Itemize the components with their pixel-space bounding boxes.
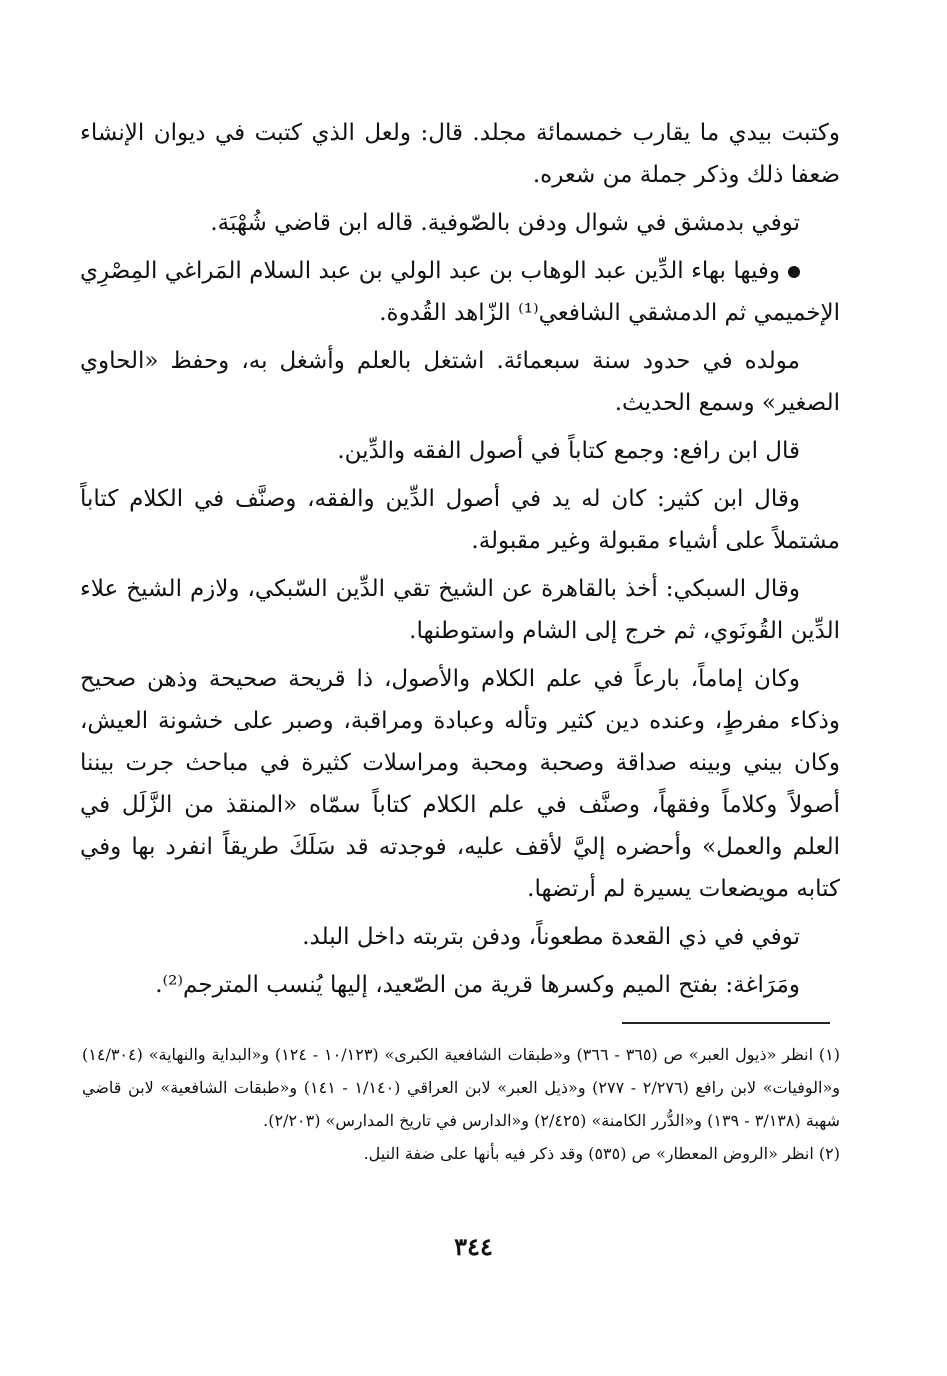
footnote-2: (٢) انظر «الروض المعطار» ص (٥٣٥) وقد ذكر فيه بأنها على ضفة النيل. xyxy=(363,1144,840,1163)
paragraph-4: مولده في حدود سنة سبعمائة. اشتغل بالعلم وأشغل به، وحفظ «الحاوي الصغير» وسمع الحديث. xyxy=(80,348,840,416)
footnotes xyxy=(82,1038,840,1170)
paragraph-6: وقال ابن كثير: كان له يد في أصول الدِّين والفقه، وصنَّف في الكلام كتاباً مشتملاً على أشياء مقبولة وغير مقبولة. xyxy=(80,486,840,554)
paragraph-1: وكتبت بيدي ما يقارب خمسمائة مجلد. قال: ولعل الذي كتبت في ديوان الإنشاء ضعفا ذلك وذكر جملة من شعره. xyxy=(80,120,840,188)
main-text xyxy=(80,112,840,1012)
paragraph-7: وقال السبكي: أخذ بالقاهرة عن الشيخ تقي الدِّين السّبكي، ولازم الشيخ علاء الدِّين القُونَوي، ثم خرج إلى الشام واستوطنها. xyxy=(80,576,840,644)
paragraph-8: وكان إماماً، بارعاً في علم الكلام والأصول، ذا قريحة صحيحة وذهن صحيح وذكاء مفرطٍ، وعنده دين كثير وتأله وعبادة ومراقبة، وصبر على خشونة العيش، وكان بيني وبينه صداقة وصحبة ومحبة ومراسلات كثيرة في مباحث جرت بيننا أصولاً وكلاماً وفقهاً، وصنَّف في علم الكلام كتاباً سمّاه «المنقذ من الزَّلَل في العلم والعمل» وأحضره إليَّ لأقف عليه، فوجدته قد سَلَكَ طريقاً انفرد بها وفي كتابه مويضعات يسيرة لم أرتضها. xyxy=(80,666,840,902)
footnote-1: (١) انظر «ذيول العبر» ص (٣٦٥ - ٣٦٦) و«طبقات الشافعية الكبرى» (١٠/١٢٣ - ١٢٤) و«البداية والنهاية» (١٤/٣٠٤) و«الوفيات» لابن رافع (٢/٢٧٦ - ٢٧٧) و«ذيل العبر» لابن العراقي (١/١٤٠ - ١٤١) و«طبقات الشافعية» لابن قاضي شهبة (٣/١٣٨ - ١٣٩) و«الدُّرر الكامنة» (٢/٤٢٥) و«الدارس في تاريخ المدارس» (٢/٢٠٣). xyxy=(82,1045,841,1130)
page-number: ٣٤٤ xyxy=(454,1232,493,1261)
paragraph-3-text: وفيها بهاء الدِّين عبد الوهاب بن عبد الولي بن عبد السلام المَراغي المِصْرِي الإخميمي ثم الدمشقي الشافعي⁽¹⁾ الزّاهد القُدوة. xyxy=(80,258,840,326)
paragraph-10: ومَرَاغة: بفتح الميم وكسرها قرية من الصّعيد، إليها يُنسب المترجم⁽²⁾. xyxy=(155,972,800,998)
paragraph-9: توفي في ذي القعدة مطعوناً، ودفن بتربته داخل البلد. xyxy=(302,924,800,950)
paragraph-3-entry xyxy=(80,250,840,334)
footnote-divider xyxy=(622,1022,830,1024)
paragraph-2: توفي بدمشق في شوال ودفن بالصّوفية. قاله ابن قاضي شُهْبَة. xyxy=(210,210,800,236)
paragraph-5: قال ابن رافع: وجمع كتاباً في أصول الفقه والدِّين. xyxy=(337,438,800,464)
bullet-icon xyxy=(788,266,800,278)
